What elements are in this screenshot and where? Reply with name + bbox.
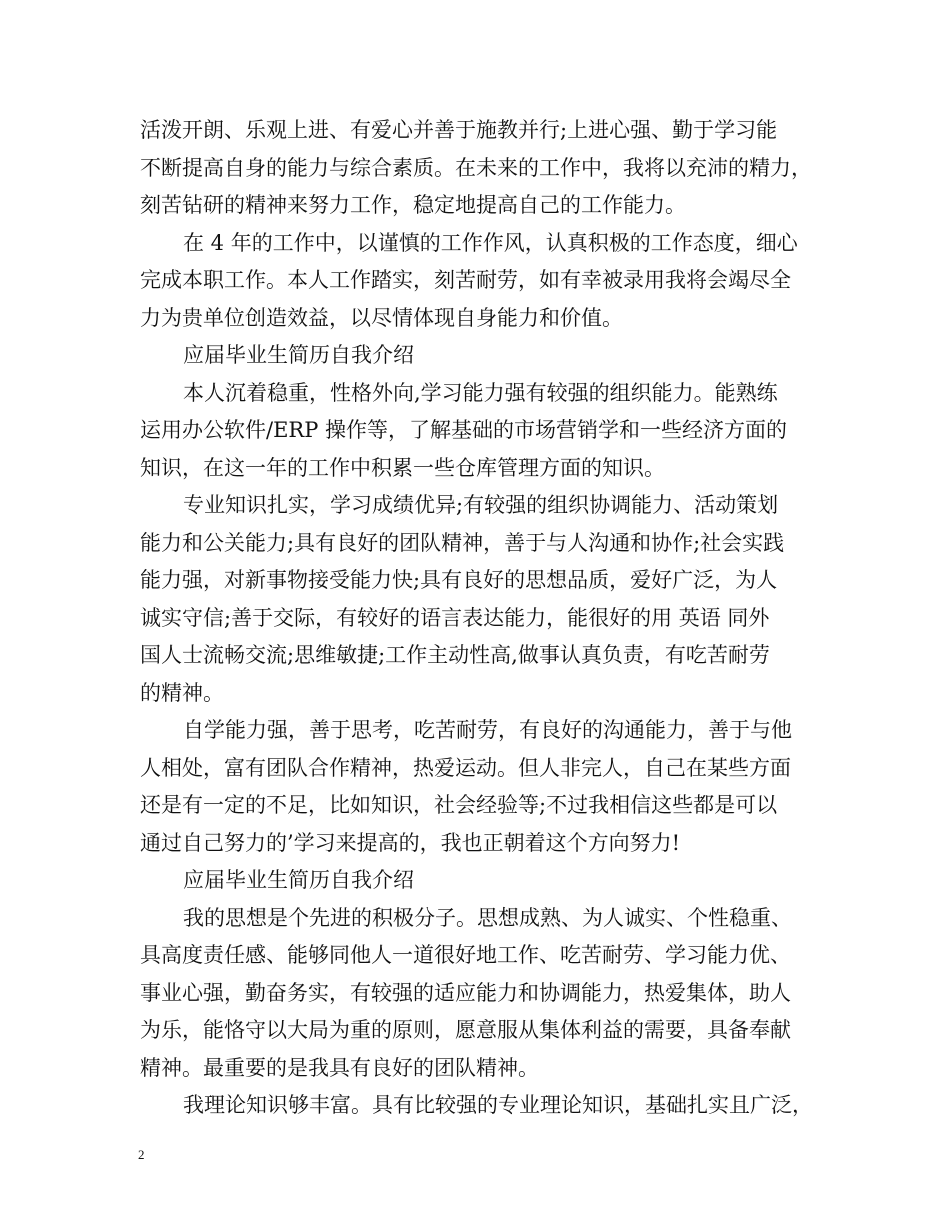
text-line: 诚实守信;善于交际，有较好的语言表达能力，能很好的用 英语 同外 <box>140 605 770 630</box>
text-line: 我理论知识够丰富。具有比较强的专业理论知识，基础扎实且广泛， <box>183 1093 813 1117</box>
document-body <box>140 112 830 1125</box>
text-line: 通过自己努力的’学习来提高的，我也正朝着这个方向努力! <box>140 830 681 855</box>
text-line: 精神。最重要的是我具有良好的团队精神。 <box>140 1055 539 1080</box>
text-line: 事业心强，勤奋务实，有较强的适应能力和协调能力，热爱集体，助人 <box>140 980 791 1005</box>
text-line: 还是有一定的不足，比如知识，社会经验等;不过我相信这些都是可以 <box>140 793 778 817</box>
text-line: 为乐，能恪守以大局为重的原则，愿意服从集体利益的需要，具备奉献 <box>140 1018 791 1042</box>
text-line: 刻苦钻研的精神来努力工作，稳定地提高自己的工作能力。 <box>140 193 686 217</box>
text-line: 应届毕业生简历自我介绍 <box>183 868 414 892</box>
text-line: 不断提高自身的能力与综合素质。在未来的工作中，我将以充沛的精力， <box>140 155 812 180</box>
text-line: 知识，在这一年的工作中积累一些仓库管理方面的知识。 <box>140 455 665 480</box>
text-line: 完成本职工作。本人工作踏实，刻苦耐劳，如有幸被录用我将会竭尽全 <box>140 268 791 292</box>
text-line: 的精神。 <box>140 680 224 705</box>
text-line: 在 4 年的工作中，以谨慎的工作作风，认真积极的工作态度，细心 <box>183 230 798 255</box>
text-line: 本人沉着稳重，性格外向,学习能力强有较强的组织能力。能熟练 <box>183 380 778 405</box>
text-line: 国人士流畅交流;思维敏捷;工作主动性高,做事认真负责，有吃苦耐劳 <box>140 643 770 667</box>
text-line: 自学能力强，善于思考，吃苦耐劳，有良好的沟通能力，善于与他 <box>183 718 792 742</box>
text-line: 应届毕业生简历自我介绍 <box>183 343 414 367</box>
text-line: 专业知识扎实，学习成绩优异;有较强的组织协调能力、活动策划 <box>183 493 779 517</box>
text-line: 能力强，对新事物接受能力快;具有良好的思想品质，爱好广泛，为人 <box>140 568 778 592</box>
text-line: 力为贵单位创造效益，以尽情体现自身能力和价值。 <box>140 305 623 330</box>
text-line: 人相处，富有团队合作精神，热爱运动。但人非完人，自己在某些方面 <box>140 755 791 780</box>
page-number: 2 <box>138 1147 145 1162</box>
text-line: 能力和公关能力;具有良好的团队精神，善于与人沟通和协作;社会实践 <box>140 530 785 555</box>
text-line: 具高度责任感、能够同他人一道很好地工作、吃苦耐劳、学习能力优、 <box>140 943 791 967</box>
text-line: 运用办公软件/ERP 操作等，了解基础的市场营销学和一些经济方面的 <box>140 418 788 442</box>
text-line: 我的思想是个先进的积极分子。思想成熟、为人诚实、个性稳重、 <box>183 905 792 930</box>
text-line: 活泼开朗、乐观上进、有爱心并善于施教并行;上进心强、勤于学习能 <box>140 118 778 142</box>
